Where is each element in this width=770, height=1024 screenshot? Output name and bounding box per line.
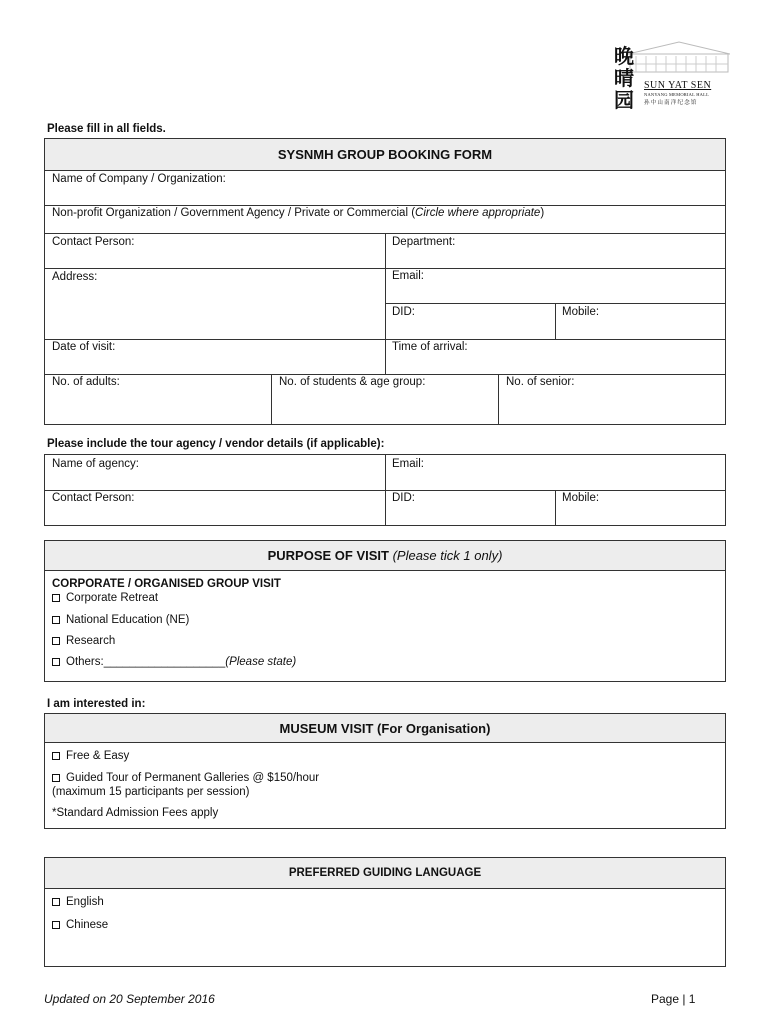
option-english[interactable]: [52, 896, 104, 908]
group-visit-heading: CORPORATE / ORGANISED GROUP VISIT: [52, 578, 281, 590]
checkbox-icon[interactable]: [52, 594, 60, 602]
purpose-of-visit-section: [44, 540, 726, 682]
museum-logo: [600, 40, 730, 110]
checkbox-icon[interactable]: [52, 752, 60, 760]
option-label: Guided Tour of Permanent Galleries @ $150/hour: [66, 772, 320, 784]
purpose-title: [45, 541, 725, 571]
option-label: Free & Easy: [66, 750, 130, 762]
org-type-close: ): [540, 207, 545, 219]
option-label: Research: [66, 635, 116, 647]
checkbox-icon[interactable]: [52, 637, 60, 645]
option-corporate-retreat[interactable]: [52, 592, 158, 604]
agency-did-label: DID:: [392, 492, 415, 504]
option-label: Others:___________________: [66, 656, 226, 668]
option-others[interactable]: [52, 656, 296, 668]
department-label: Department:: [392, 236, 456, 248]
fill-instruction: Please fill in all fields.: [47, 123, 166, 135]
guiding-language-section: [44, 857, 726, 967]
logo-glyph-3: 园: [614, 88, 634, 112]
address-label: Address:: [52, 271, 98, 283]
agency-heading: Please include the tour agency / vendor details (if applicable):: [47, 438, 385, 450]
logo-glyph-2: 晴: [614, 66, 634, 90]
checkbox-icon[interactable]: [52, 658, 60, 666]
org-type-text: Non-profit Organization / Government Agency / Private or Commercial (: [52, 207, 416, 219]
option-label: National Education (NE): [66, 614, 190, 626]
checkbox-icon[interactable]: [52, 616, 60, 624]
date-of-visit-label: Date of visit:: [52, 341, 116, 353]
option-label: English: [66, 896, 104, 908]
time-of-arrival-label: Time of arrival:: [392, 341, 468, 353]
others-note: (Please state): [225, 656, 297, 668]
guiding-language-title: PREFERRED GUIDING LANGUAGE: [45, 858, 725, 889]
footer-page-number: Page | 1: [651, 992, 696, 1006]
option-chinese[interactable]: [52, 919, 108, 931]
org-type-label: [52, 207, 544, 219]
contact-person-label: Contact Person:: [52, 236, 135, 248]
agency-email-label: Email:: [392, 458, 424, 470]
agency-form: [44, 454, 726, 526]
option-label: Corporate Retreat: [66, 592, 159, 604]
org-type-note: Circle where appropriate: [415, 207, 541, 219]
booking-form-title: SYSNMH GROUP BOOKING FORM: [45, 139, 725, 171]
logo-name-line2: NANYANG MEMORIAL HALL: [644, 92, 710, 97]
adults-label: No. of adults:: [52, 376, 120, 388]
logo-name-line1: SUN YAT SEN: [644, 80, 712, 91]
agency-name-label: Name of agency:: [52, 458, 139, 470]
option-guided-tour[interactable]: [52, 772, 319, 784]
logo-name-line3: 孙中山南洋纪念馆: [644, 100, 698, 106]
students-label: No. of students & age group:: [279, 376, 426, 388]
booking-form: [44, 138, 726, 425]
option-national-education[interactable]: [52, 614, 189, 626]
footer-updated: Updated on 20 September 2016: [44, 992, 215, 1006]
mobile-label: Mobile:: [562, 306, 600, 318]
company-label: Name of Company / Organization:: [52, 173, 226, 185]
did-label: DID:: [392, 306, 415, 318]
purpose-title-note: (Please tick 1 only): [392, 548, 503, 563]
checkbox-icon[interactable]: [52, 898, 60, 906]
checkbox-icon[interactable]: [52, 774, 60, 782]
agency-contact-label: Contact Person:: [52, 492, 135, 504]
option-research[interactable]: [52, 635, 115, 647]
agency-mobile-label: Mobile:: [562, 492, 600, 504]
purpose-title-text: PURPOSE OF VISIT: [267, 548, 389, 563]
senior-label: No. of senior:: [506, 376, 575, 388]
option-free-easy[interactable]: [52, 750, 129, 762]
logo-glyph-1: 晚: [614, 44, 634, 68]
museum-visit-section: [44, 713, 726, 829]
admission-note: *Standard Admission Fees apply: [52, 807, 219, 819]
museum-visit-title: MUSEUM VISIT (For Organisation): [45, 714, 725, 743]
guided-tour-note: (maximum 15 participants per session): [52, 786, 250, 798]
email-label: Email:: [392, 270, 424, 282]
option-label: Chinese: [66, 919, 109, 931]
interest-heading: I am interested in:: [47, 698, 146, 710]
checkbox-icon[interactable]: [52, 921, 60, 929]
